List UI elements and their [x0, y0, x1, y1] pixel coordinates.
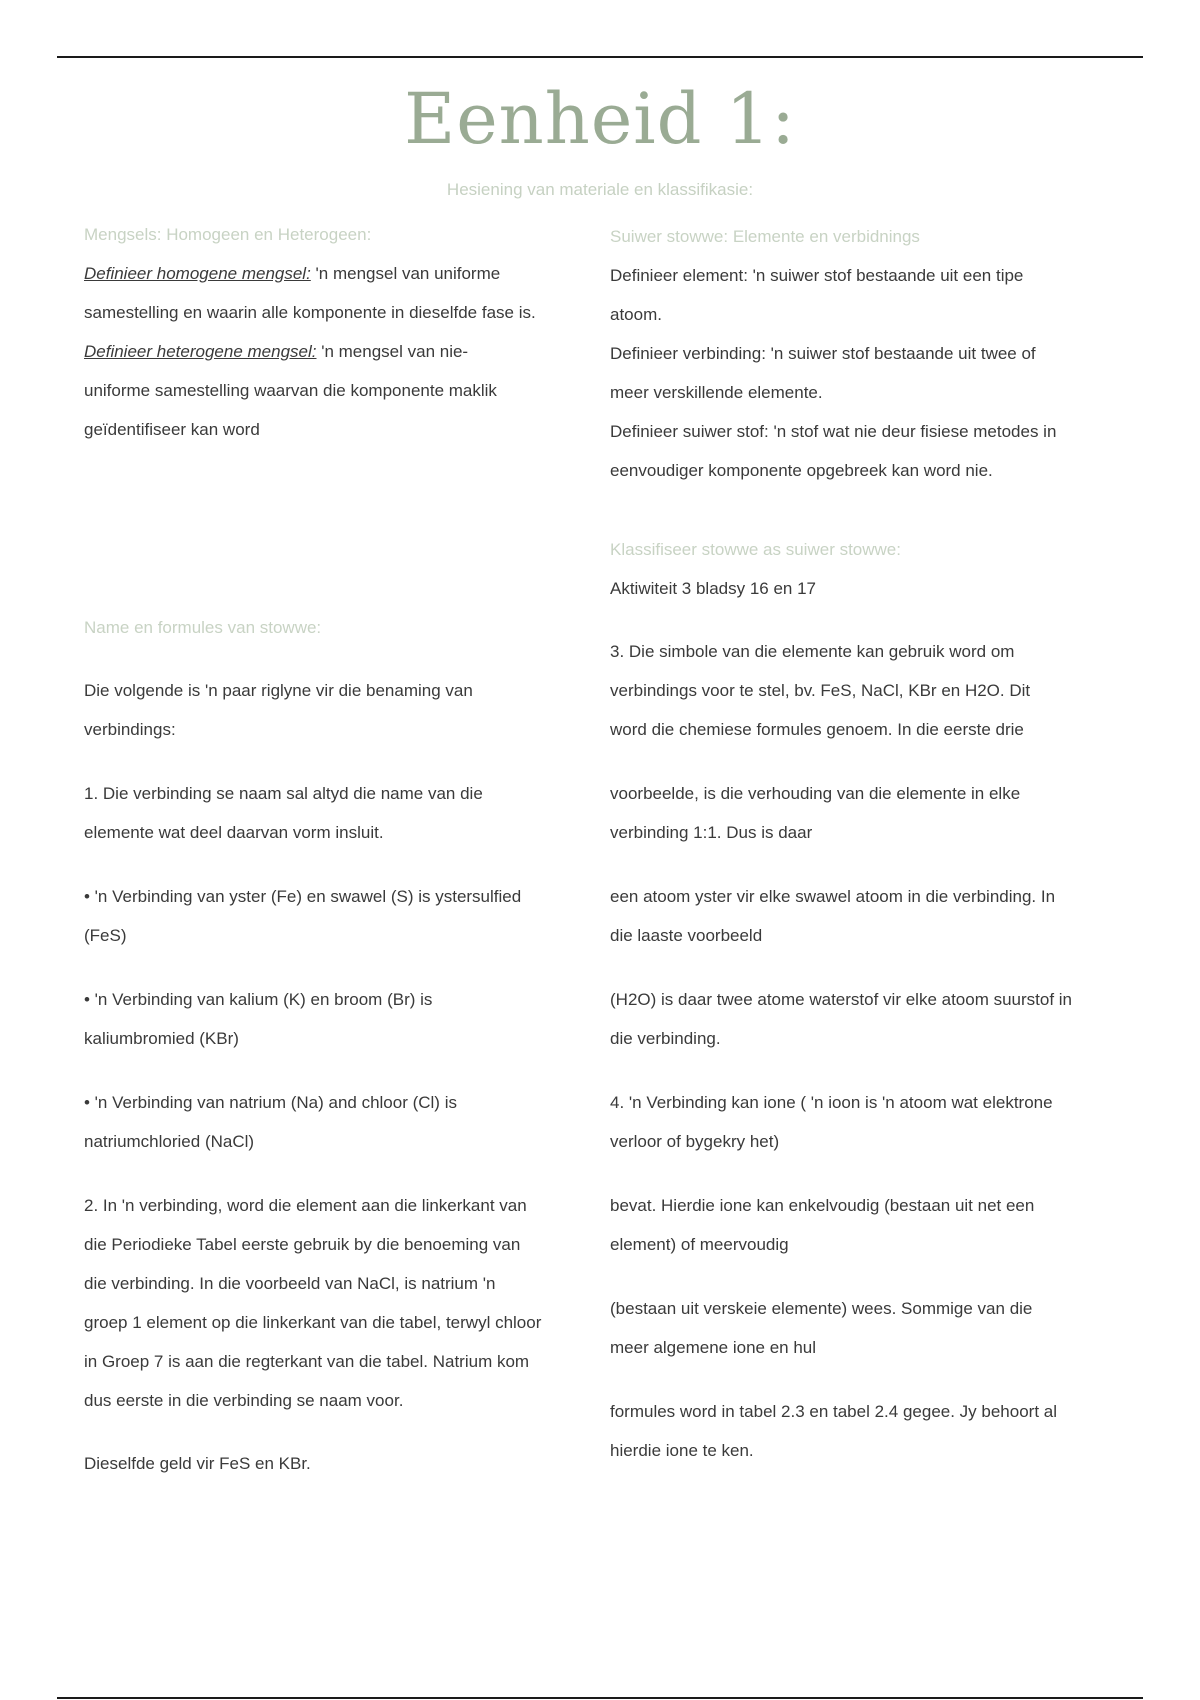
names-heading: Name en formules van stowwe: [84, 618, 322, 637]
rule-4-paragraph-c [610, 1289, 1130, 1367]
bullet-kbr [84, 980, 594, 1058]
bullet-line: natriumchloried (NaCl) [84, 1132, 255, 1151]
rule-3-line: 3. Die simbole van die elemente kan gebruik word om [610, 642, 1015, 661]
aktiwiteit-line: Aktiwiteit 3 bladsy 16 en 17 [610, 579, 817, 598]
intro-line: Die volgende is 'n paar riglyne vir die benaming van [84, 681, 473, 700]
rule-3-line: (H2O) is daar twee atome waterstof vir elke atoom suurstof in [610, 990, 1073, 1009]
rule-3-paragraph-c [610, 877, 1130, 955]
klassifiseer-section [610, 530, 1130, 608]
rule-3-line: een atoom yster vir elke swawel atoom in die verbinding. In [610, 887, 1056, 906]
heterogeen-definition-cont2: geïdentifiseer kan word [84, 420, 260, 439]
homogeen-term: Definieer homogene mengsel: [84, 264, 311, 283]
rule-3-line: word die chemiese formules genoem. In die eerste drie [610, 720, 1024, 739]
heterogeen-definition [84, 332, 594, 371]
rule-3-line: verbinding 1:1. Dus is daar [610, 823, 813, 842]
rule-2-line: groep 1 element op die linkerkant van die tabel, terwyl chloor [84, 1313, 542, 1332]
bullet-line: • 'n Verbinding van yster (Fe) en swawel (S) is ystersulfied [84, 887, 522, 906]
bullet-line: • 'n Verbinding van kalium (K) en broom (Br) is [84, 990, 433, 1009]
page-title: Eenheid 1: [404, 78, 796, 160]
rule-3-line: die verbinding. [610, 1029, 721, 1048]
rule-4-line: verloor of bygekry het) [610, 1132, 780, 1151]
rule-2-line: die verbinding. In die voorbeeld van NaCl, is natrium 'n [84, 1274, 496, 1293]
bullet-line: (FeS) [84, 926, 127, 945]
heterogeen-text: 'n mengsel van nie- [316, 342, 469, 361]
same-paragraph [84, 1444, 594, 1483]
verbinding-definition-cont: meer verskillende elemente. [610, 383, 823, 402]
homogeen-text: 'n mengsel van uniforme [310, 264, 501, 283]
klassifiseer-heading: Klassifiseer stowwe as suiwer stowwe: [610, 540, 901, 559]
intro-paragraph [84, 671, 594, 749]
page-subtitle: Hesiening van materiale en klassifikasie: [446, 180, 754, 199]
bottom-rule [57, 1697, 1143, 1699]
suiwer-stof-definition-cont: eenvoudiger komponente opgebreek kan word nie. [610, 461, 993, 480]
names-section [84, 608, 594, 647]
rule-4-line: bevat. Hierdie ione kan enkelvoudig (bestaan uit net een [610, 1196, 1035, 1215]
element-definition: Definieer element: 'n suiwer stof bestaande uit een tipe [610, 266, 1024, 285]
rule-4-paragraph-b [610, 1186, 1130, 1264]
rule-4-paragraph-d [610, 1392, 1130, 1470]
rule-4-line: meer algemene ione en hul [610, 1338, 817, 1357]
heterogeen-term: Definieer heterogene mengsel: [84, 342, 317, 361]
rule-2-line: in Groep 7 is aan die regterkant van die tabel. Natrium kom [84, 1352, 530, 1371]
top-rule [57, 56, 1143, 58]
rule-2-line: 2. In 'n verbinding, word die element aan die linkerkant van [84, 1196, 527, 1215]
rule-1-line: elemente wat deel daarvan vorm insluit. [84, 823, 384, 842]
rule-4-line: hierdie ione te ken. [610, 1441, 754, 1460]
suiwer-section [610, 217, 1130, 490]
mengsels-section [84, 215, 594, 449]
element-definition-cont: atoom. [610, 305, 662, 324]
rule-1-paragraph [84, 774, 594, 852]
rule-4-line: (bestaan uit verskeie elemente) wees. Sommige van die [610, 1299, 1033, 1318]
heterogeen-definition-cont: uniforme samestelling waarvan die komponente maklik [84, 381, 497, 400]
rule-3-line: voorbeelde, is die verhouding van die elemente in elke [610, 784, 1021, 803]
rule-4-paragraph [610, 1083, 1130, 1161]
homogeen-definition [84, 254, 594, 293]
suiwer-heading: Suiwer stowwe: Elemente en verbidnings [610, 227, 920, 246]
rule-2-line: die Periodieke Tabel eerste gebruik by die benoeming van [84, 1235, 521, 1254]
rule-3-paragraph-b [610, 774, 1130, 852]
rule-4-line: 4. 'n Verbinding kan ione ( 'n ioon is 'n atoom wat elektrone [610, 1093, 1053, 1112]
rule-2-paragraph [84, 1186, 594, 1420]
suiwer-stof-definition: Definieer suiwer stof: 'n stof wat nie deur fisiese metodes in [610, 422, 1057, 441]
intro-line: verbindings: [84, 720, 176, 739]
mengsels-heading: Mengsels: Homogeen en Heterogeen: [84, 225, 372, 244]
same-line: Dieselfde geld vir FeS en KBr. [84, 1454, 311, 1473]
rule-2-line: dus eerste in die verbinding se naam voor. [84, 1391, 404, 1410]
rule-3-line: verbindings voor te stel, bv. FeS, NaCl, KBr en H2O. Dit [610, 681, 1031, 700]
bullet-line: • 'n Verbinding van natrium (Na) and chloor (Cl) is [84, 1093, 457, 1112]
bullet-line: kaliumbromied (KBr) [84, 1029, 239, 1048]
verbinding-definition: Definieer verbinding: 'n suiwer stof bestaande uit twee of [610, 344, 1036, 363]
bullet-fes [84, 877, 594, 955]
rule-4-line: formules word in tabel 2.3 en tabel 2.4 gegee. Jy behoort al [610, 1402, 1058, 1421]
rule-4-line: element) of meervoudig [610, 1235, 789, 1254]
bullet-nacl [84, 1083, 594, 1161]
rule-3-line: die laaste voorbeeld [610, 926, 763, 945]
rule-1-line: 1. Die verbinding se naam sal altyd die name van die [84, 784, 483, 803]
rule-3-paragraph [610, 632, 1130, 749]
rule-3-paragraph-d [610, 980, 1130, 1058]
homogeen-definition-cont: samestelling en waarin alle komponente in dieselfde fase is. [84, 303, 536, 322]
